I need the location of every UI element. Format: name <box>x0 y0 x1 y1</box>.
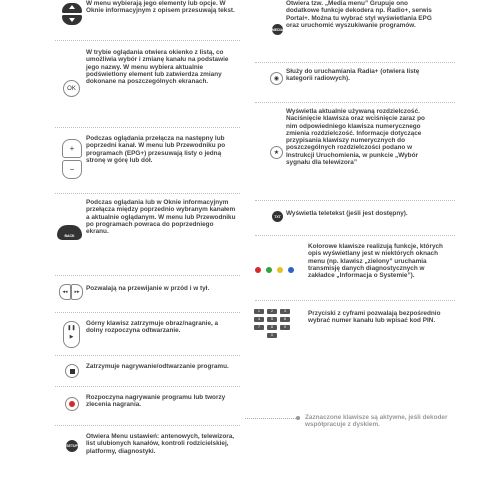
divider <box>255 200 455 201</box>
entry-resolution: Wyświetla aktualnie używaną rozdzielczość. Naciśnięcie klawisza oraz wciśnięcie zaraz po nim odpowiedniego klawisza numerycznego zmienia rozdzielczość. Informacje dotyczące przypisania klawiszy numerycznych do poszczególnych rozdzielczości podano w Instrukcji Uruchomienia, w punkcie „Wybór sygnału dla telewizora” <box>286 108 425 167</box>
divider <box>55 425 240 426</box>
entry-channel: Podczas oglądania przełącza na następny lub poprzedni kanał. W menu lub Przewodniku po programach (EPG+) przesuwają listy o jedną stronę w górę lub dół. <box>86 135 226 164</box>
numpad-key[interactable]: 6 <box>280 317 290 322</box>
teletext-button-icon[interactable]: TXT <box>272 211 283 222</box>
numpad-key[interactable]: 8 <box>267 325 277 330</box>
radio-button-icon[interactable]: ◉ <box>270 72 283 85</box>
record-button-icon[interactable] <box>65 397 79 411</box>
red-key-icon[interactable] <box>255 267 261 273</box>
numpad-key[interactable]: 9 <box>280 325 290 330</box>
numpad-key[interactable]: 1 <box>254 309 264 314</box>
divider <box>255 102 455 103</box>
setup-button-icon[interactable]: SETUP <box>66 440 78 452</box>
disk-note: Zaznaczone klawisze są aktywne, jeśli dekoder współpracuje z dyskiem. <box>305 414 448 429</box>
entry-nav-arrows: W menu wybierają jego elementy lub opcje. W Oknie informacyjnym z opisem przesuwają tekst. <box>86 0 235 15</box>
numpad-key[interactable]: 4 <box>254 317 264 322</box>
entry-media: Otwiera tzw. „Media menu” Grupuje ono dodatkowe funkcje dekodera np. Radio+, serwis Portal+. Można tu wybrać styl wyświetlania EPG oraz uruchomić wyszukiwanie programów. <box>286 0 432 29</box>
pause-play-icon[interactable]: ❚❚ ▶ <box>63 321 80 348</box>
note-marker-icon <box>296 416 300 420</box>
entry-color-keys: Kolorowe klawisze realizują funkcje, których opis wyświetlany jest w niektórych oknach menu (np. klawisz „zielony” uruchamia transmisję danych diagnostycznych w zakładce „Informacja o Systemie”). <box>308 243 443 280</box>
channel-up-down-icon[interactable]: + − <box>62 139 82 177</box>
rewind-forward-icon[interactable]: ◂◂ ▸▸ <box>59 284 83 300</box>
ok-button-icon[interactable]: OK <box>63 80 80 97</box>
entry-setup: Otwiera Menu ustawień: antenowych, telewizora, list ulubionych kanałów, kontroli rodzicielskiej, platformy, diagnostyki. <box>86 433 235 455</box>
divider <box>255 300 455 301</box>
entry-pause-play: Górny klawisz zatrzymuje obraz/nagranie, a dolny rozpoczyna odtwarzanie. <box>86 320 219 335</box>
nav-arrows-icon[interactable] <box>62 3 82 27</box>
back-button-icon[interactable]: BACK <box>57 225 82 240</box>
divider <box>55 386 240 387</box>
numpad <box>254 309 294 345</box>
divider <box>255 235 455 236</box>
divider <box>255 62 455 63</box>
media-button-icon[interactable]: MEDIA <box>272 24 283 35</box>
divider <box>55 312 240 313</box>
divider <box>55 275 240 276</box>
entry-rewind-forward: Pozwalają na przewijanie w przód i w tył. <box>86 285 210 292</box>
divider <box>55 193 240 194</box>
numpad-key[interactable]: 2 <box>267 309 277 314</box>
divider <box>55 355 240 356</box>
entry-numpad: Przyciski z cyframi pozwalają bezpośrednio wybrać numer kanału lub wpisać kod PIN. <box>308 310 441 325</box>
entry-stop: Zatrzymuje nagrywanie/odtwarzanie programu. <box>86 363 229 370</box>
entry-radio: Służy do uruchamiania Radia+ (otwiera listę kategorii radiowych). <box>286 68 420 83</box>
divider <box>55 127 240 128</box>
yellow-key-icon[interactable] <box>277 267 283 273</box>
numpad-key[interactable]: 0 <box>267 333 277 338</box>
entry-ok: W trybie oglądania otwiera okienko z listą, co umożliwia wybór i zmianę kanału na podstawie jego nazwy. W menu wybiera aktualnie podświetlony element lub zatwierdza zmiany dokonane na poszczególnych ekranach. <box>86 49 229 86</box>
entry-record: Rozpoczyna nagrywanie programu lub tworzy zlecenia nagrania. <box>86 394 226 409</box>
entry-teletext: Wyświetla teletekst (jeśli jest dostępny). <box>286 210 408 217</box>
stop-button-icon[interactable] <box>65 364 79 378</box>
blue-key-icon[interactable] <box>288 267 294 273</box>
green-key-icon[interactable] <box>266 267 272 273</box>
note-leader-line <box>245 418 300 419</box>
numpad-key[interactable]: 7 <box>254 325 264 330</box>
numpad-key[interactable]: 3 <box>280 309 290 314</box>
divider <box>55 40 240 41</box>
entry-back: Podczas oglądania lub w Oknie informacyjnym przełącza między poprzednio wybranym kanałem a aktualnie oglądanym. W menu lub Przewodniku po programach powraca do poprzedniego ekranu. <box>86 199 236 236</box>
resolution-button-icon[interactable]: ★ <box>270 146 283 159</box>
numpad-key[interactable]: 5 <box>267 317 277 322</box>
